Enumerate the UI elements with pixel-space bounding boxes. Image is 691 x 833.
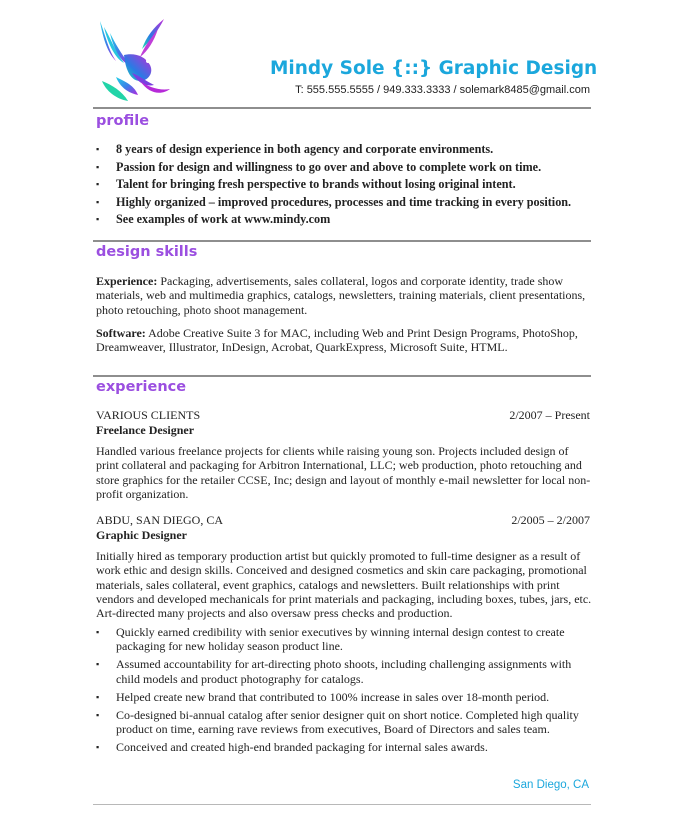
footer-location: San Diego, CA <box>512 779 589 791</box>
skills-software-paragraph <box>96 326 594 355</box>
list-item: ▪ 8 years of design experience in both agency and corporate environments. <box>96 142 494 156</box>
skills-software-text: Adobe Creative Suite 3 for MAC, including Web and Print Design Programs, PhotoShop, Dreamweaver, Illustrator, InDesign, Acrobat, QuarkExpress, Microsoft Suite, HTML. <box>96 326 578 355</box>
bullet-icon: ▪ <box>96 627 100 637</box>
job-company: ABDU, SAN DIEGO, CA <box>96 513 224 527</box>
contact-line: T: 555.555.5555 / 949.333.3333 / solemark8485@gmail.com <box>295 84 590 96</box>
list-item: ▪ Quickly earned credibility with senior executives by winning internal design contest to create packaging for new holiday season product line. <box>96 625 565 654</box>
design-skills-heading: design skills <box>96 244 198 260</box>
profile-heading: profile <box>96 113 150 129</box>
bullet-icon: ▪ <box>96 161 100 172</box>
list-item: ▪ Co-designed bi-annual catalog after senior designer quit on short notice. Completed high quality product on time, earning rave reviews from executives, Board of Directors and sales team. <box>96 708 579 737</box>
job-dates: 2/2007 – Present <box>509 408 590 422</box>
job-header-various-clients <box>96 408 590 437</box>
skills-experience-paragraph <box>96 274 594 317</box>
phoenix-bird-logo-icon <box>94 15 172 103</box>
list-item: ▪ Helped create new brand that contributed to 100% increase in sales over 18-month period. <box>96 689 550 704</box>
list-item: ▪ Highly organized – improved procedures, processes and time tracking in every position. <box>96 194 572 209</box>
bullet-icon: ▪ <box>96 691 100 702</box>
job-dates: 2/2005 – 2/2007 <box>511 513 590 527</box>
bullet-icon: ▪ <box>96 179 100 189</box>
name-title-heading: Mindy Sole {::} Graphic Design <box>270 58 598 79</box>
job-achievements-list <box>96 625 592 759</box>
skills-software-label: Software: <box>96 326 146 340</box>
list-item: ▪ Talent for bringing fresh perspective to brands without losing original intent. <box>96 177 516 191</box>
bullet-icon: ▪ <box>96 742 100 753</box>
list-item: ▪ Passion for design and willingness to go over and above to complete work on time. <box>96 159 542 174</box>
bullet-icon: ▪ <box>96 710 100 721</box>
bullet-icon: ▪ <box>96 144 100 154</box>
list-item: ▪ See examples of work at www.mindy.com <box>96 212 331 226</box>
skills-experience-label: Experience: <box>96 274 158 288</box>
list-item: ▪ Assumed accountability for art-directing photo shoots, including challenging assignments with child models and product photography for catalogs. <box>96 657 572 686</box>
job-company: VARIOUS CLIENTS <box>96 408 201 422</box>
job-title: Freelance Designer <box>96 422 195 437</box>
header-divider <box>93 107 591 109</box>
bullet-icon: ▪ <box>96 214 100 224</box>
job-header-abdu <box>96 513 590 542</box>
bullet-icon: ▪ <box>96 196 100 207</box>
footer-divider <box>93 804 591 805</box>
profile-list <box>96 141 592 229</box>
experience-heading: experience <box>96 379 187 395</box>
list-item: ▪ Conceived and created high-end branded packaging for internal sales awards. <box>96 740 488 755</box>
skills-experience-text: Packaging, advertisements, sales collateral, logos and corporate identity, trade show materials, web and multimedia graphics, catalogs, newsletters, training materials, client presentations, photo retouching, photo shoot management. <box>96 274 586 317</box>
job-description: Initially hired as temporary production artist but quickly promoted to full-time designer as a result of work ethic and design skills. Conceived and designed cosmetics and skin care packaging, promotional materials, sales collateral, event graphics, catalogs and newsletters. Built relationships with print vendors and developed mechanicals for print materials and packaging, including boxes, tubes, jars, etc. Art-directed many projects and also oversaw press checks and production. <box>96 549 592 621</box>
job-title: Graphic Designer <box>96 527 187 542</box>
job-description: Handled various freelance projects for clients while raising young son. Projects included design of print collateral and packaging for Arbitron International, LLC; web production, photo retouching and store graphics for the retailer CCSE, Inc; design and layout of monthly e-mail newsletter for local non-profit organization. <box>96 444 591 501</box>
bullet-icon: ▪ <box>96 659 100 670</box>
